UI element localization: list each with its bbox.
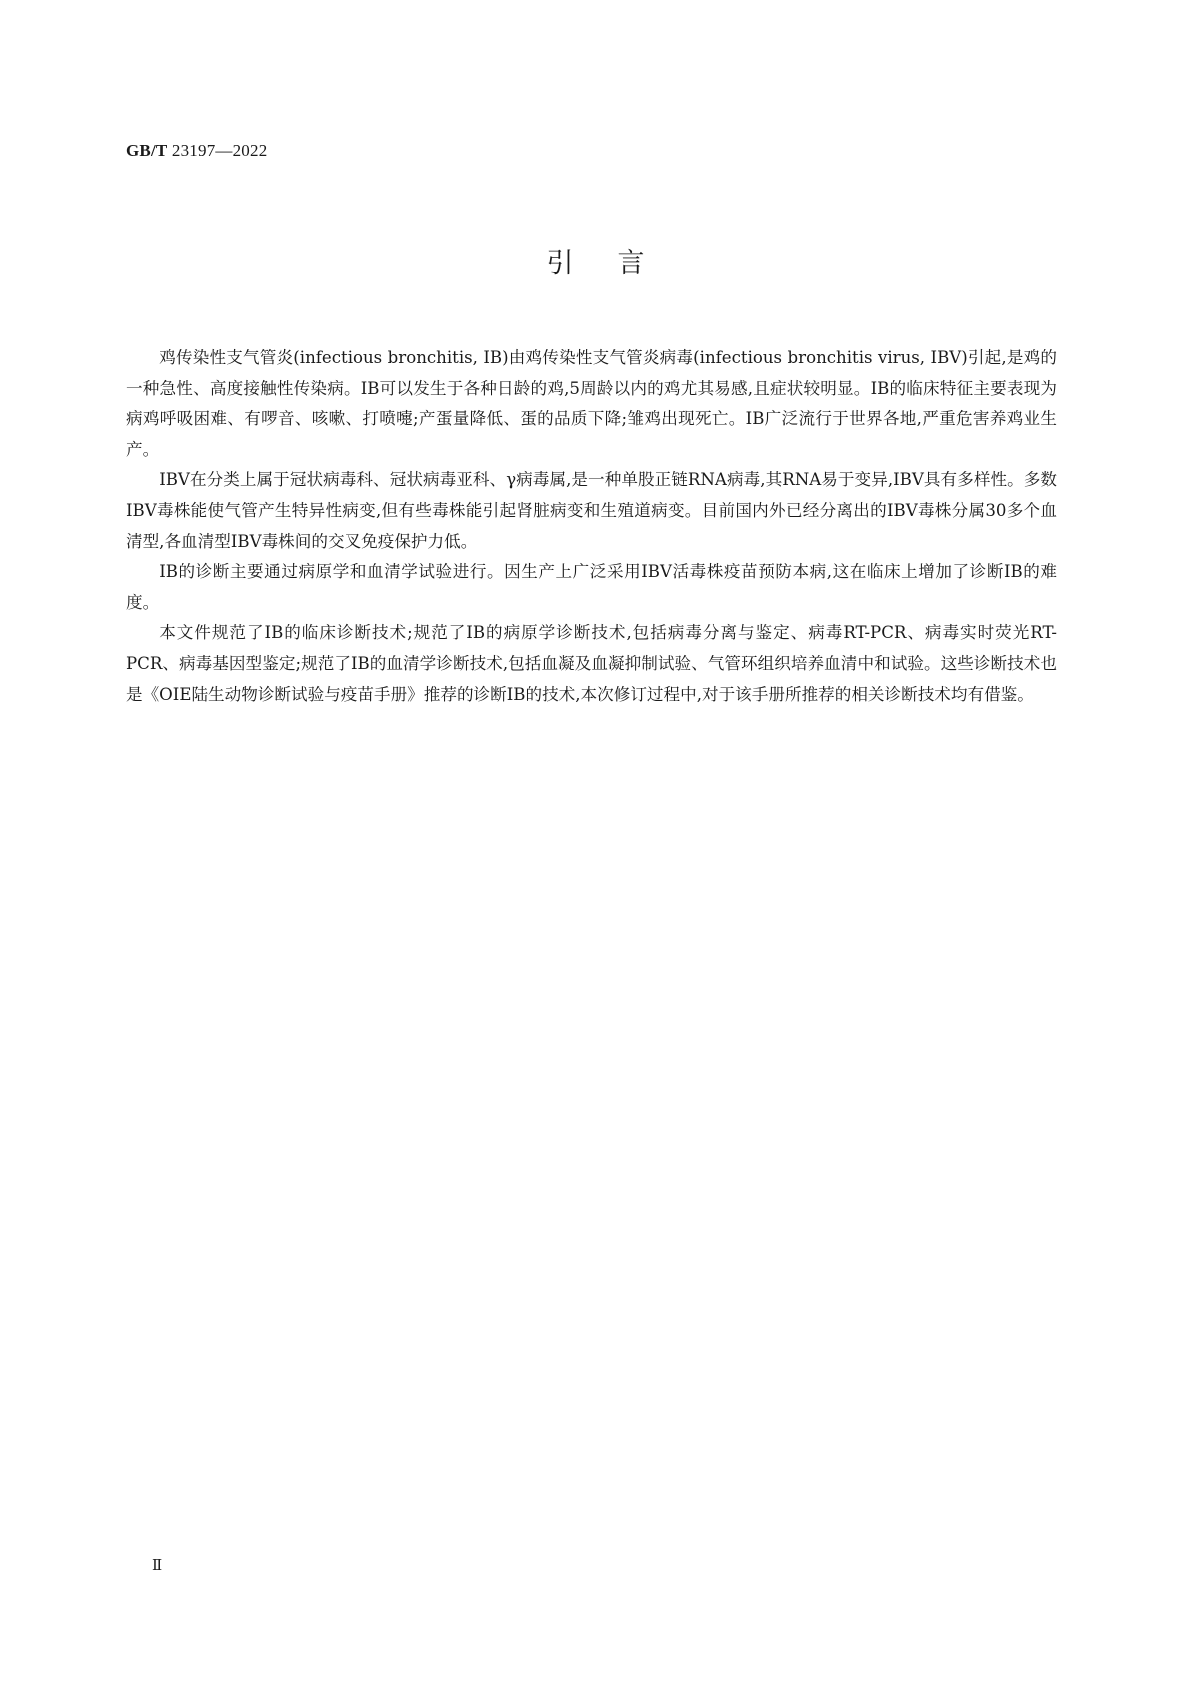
paragraph-1: 鸡传染性支气管炎(infectious bronchitis, IB)由鸡传染性支气管炎病毒(infectious bronchitis virus, IBV)引起,是鸡的一种急性、高度接触性传染病。IB可以发生于各种日龄的鸡,5周龄以内的鸡尤其易感,且症状较明显。IB的临床特征主要表现为病鸡呼吸困难、有啰音、咳嗽、打喷嚏;产蛋量降低、蛋的品质下降;雏鸡出现死亡。IB广泛流行于世界各地,严重危害养鸡业生产。	[126, 348, 1057, 459]
section-body	[126, 343, 1057, 710]
standard-code	[126, 141, 267, 161]
standard-prefix: GB/T	[126, 141, 168, 160]
standard-number: 23197—2022	[171, 141, 268, 160]
page-number: Ⅱ	[152, 1558, 163, 1574]
paragraph-2: IBV在分类上属于冠状病毒科、冠状病毒亚科、γ病毒属,是一种单股正链RNA病毒,其RNA易于变异,IBV具有多样性。多数IBV毒株能使气管产生特异性病变,但有些毒株能引起肾脏病变和生殖道病变。目前国内外已经分离出的IBV毒株分属30多个血清型,各血清型IBV毒株间的交叉免疫保护力低。	[126, 470, 1057, 551]
paragraph-4: 本文件规范了IB的临床诊断技术;规范了IB的病原学诊断技术,包括病毒分离与鉴定、病毒RT-PCR、病毒实时荧光RT-PCR、病毒基因型鉴定;规范了IB的血清学诊断技术,包括血凝及血凝抑制试验、气管环组织培养血清中和试验。这些诊断技术也是《OIE陆生动物诊断试验与疫苗手册》推荐的诊断IB的技术,本次修订过程中,对于该手册所推荐的相关诊断技术均有借鉴。	[126, 623, 1057, 704]
section-title: 引言	[546, 248, 689, 279]
paragraph-3: IB的诊断主要通过病原学和血清学试验进行。因生产上广泛采用IBV活毒株疫苗预防本病,这在临床上增加了诊断IB的难度。	[126, 562, 1057, 612]
